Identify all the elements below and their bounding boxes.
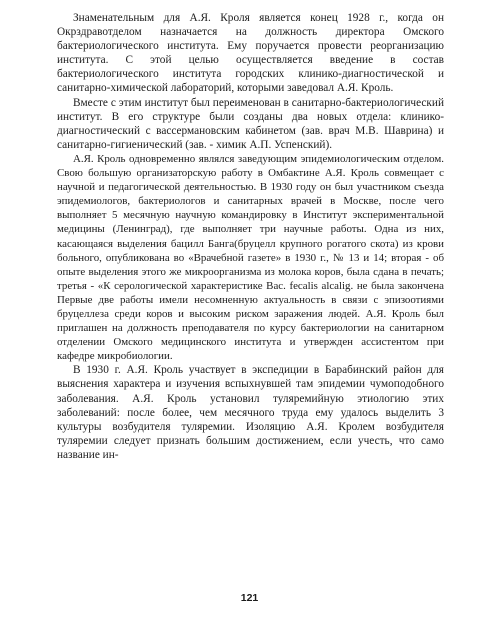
page-number: 121 xyxy=(240,592,259,604)
paragraph-1: Знаменательным для А.Я. Кроля является конец 1928 г., когда он Окрздравотделом назначается на должность директора Омского бактериологического института. Ему поручается провести реорганизацию института. С этой целью осуществляется введение в состав бактериологического института городских клинико-диагностической и санитарно-химической лабораторий, которыми заведовал А.Я. Кроль. xyxy=(57,12,444,95)
paragraph-4: В 1930 г. А.Я. Кроль участвует в экспедиции в Барабинский район для выяснения характера и изучения вспыхнувшей там эпидемии чумоподобного заболевания. А.Я. Кроль установил туляремийную этиологию этих заболеваний: после более, чем месячного труда ему удалось выделить 3 культуры возбудителя туляремии. Изоляцию А.Я. Кролем возбудителя туляремии следует признать большим достижением, если учесть, что само название ин- xyxy=(57,364,444,461)
paragraph-2: Вместе с этим институт был переименован в санитарно-бактериологический институт. В его структуре были созданы два новых отдела: клинико-диагностический с вассермановским кабинетом (зав. врач М.В. Шаврина) и санитарно-гигиенический (зав. - химик А.П. Успенский). xyxy=(57,96,444,151)
paragraph-3: А.Я. Кроль одновременно являлся заведующим эпидемиологическим отделом. Свою большую организаторскую работу в Омбактине А.Я. Кроль совмещает с научной и педагогической деятельностью. В 1930 году он был участником съезда эпидемиологов, бактериологов и санитарных врачей в Москве, после чего выполняет 5 месячную научную командировку в Институт экспериментальной медицины (Ленинград), где выполняет три научные работы. Одна из них, касающаяся выделения бацилл Банга(бруцелл крупного рогатого скота) из крови больного, опубликована во «Врачебной газете» в 1930 г., № 13 и 14; вторая - об опыте выделения этого же микроорганизма из молока коров, была сдана в печать; третья - «К серологической характеристике Вас. fecalis alcalig. не была закончена Первые две работы имели несомненную актуальность в связи с эпизоотиями бруцеллеза среди коров и высоким риском заражения людей. А.Я. Кроль был приглашен на должность преподавателя по курсу бактериологии на санитарном отделении Омского медицинского института и утвержден ассистентом при кафедре микробиологии. xyxy=(57,152,444,363)
page-text-block xyxy=(57,11,444,462)
